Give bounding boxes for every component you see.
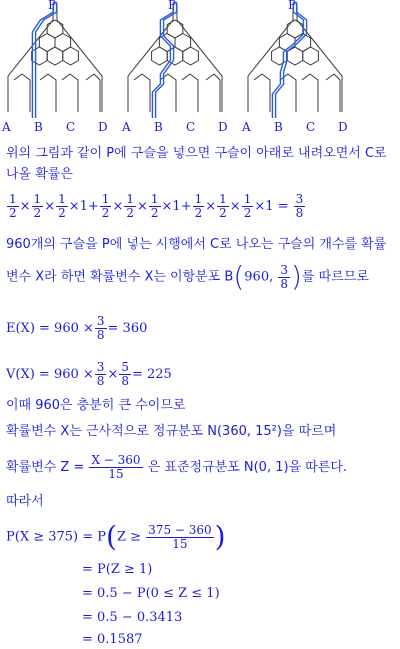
fraction: $\frac{1}{2}$ — [33, 192, 42, 220]
therefore-line: 따라서 — [6, 494, 44, 509]
hex-peg — [32, 47, 48, 65]
fig1-label-c: C — [66, 120, 76, 134]
variance-line: V(X) = 960 × $\frac{3}{8}$ × $\frac{5}{8}$ = 225 — [6, 360, 172, 388]
hex-peg — [152, 47, 168, 65]
fraction: $\frac{3}{8}$ — [96, 360, 105, 388]
hex-peg — [63, 47, 79, 65]
probability-sum: $\frac{1}{2}$ × $\frac{1}{2}$ × $\frac{1}{2}$ ×1+ $\frac{1}{2}$ × $\frac{1}{2}$ × $\frac{1}{2}$ ×1+ $\frac{1}{2}$ × $\frac{1}{2}$ × $\frac{1}{2}$ ×1 = $\frac{3}{8}$ — [9, 192, 304, 220]
board-figure-2 — [120, 0, 240, 122]
step-4: = 0.1587 — [82, 632, 143, 647]
ball-route — [272, 2, 303, 118]
fraction: $\frac{1}{2}$ — [9, 192, 17, 220]
large-n-line: 이때 960은 충분히 큰 수이므로 — [6, 398, 186, 413]
result-fraction: $\frac{3}{8}$ — [295, 192, 304, 220]
binomial-line-1: 960개의 구슬을 P에 넣는 시행에서 C로 나오는 구슬의 개수를 확률 — [6, 237, 387, 252]
intro-line-2: 나올 확률은 — [6, 167, 73, 182]
fig2-label-b: B — [154, 120, 163, 134]
fig3-label-b: B — [274, 120, 283, 134]
hex-peg — [303, 47, 319, 65]
fraction: $\frac{1}{2}$ — [101, 192, 110, 220]
fig2-top-label: P — [168, 0, 177, 12]
fraction: $\frac{1}{2}$ — [58, 192, 66, 220]
probability-line: P(X ≥ 375) = P(Z ≥ $\frac{375 - 360}{15}$ ) — [6, 520, 226, 553]
fig2-label-c: C — [186, 120, 196, 134]
step-3: = 0.5 − 0.3413 — [82, 610, 183, 625]
step-1: = P(Z ≥ 1) — [82, 562, 153, 577]
hex-peg — [183, 47, 199, 65]
board-diagram-3 — [240, 0, 360, 122]
normal-approx-line: 확률변수 X는 근사적으로 정규분포 N(360, 15²)을 따르며 — [6, 424, 337, 439]
fig1-label-d: D — [98, 120, 108, 134]
standardize-line: 확률변수 Z = $\frac{X - 360}{15}$ 은 표준정규분포 N(0, 1)을 따른다. — [6, 453, 348, 481]
z-fraction: $\frac{X - 360}{15}$ — [91, 453, 141, 481]
step-2: = 0.5 − P(0 ≤ Z ≤ 1) — [82, 586, 220, 601]
intro-line-1: 위의 그림과 같이 P에 구슬을 넣으면 구슬이 아래로 내려오면서 C로 — [6, 146, 387, 161]
fraction: $\frac{375 - 360}{15}$ — [148, 522, 212, 551]
fig3-label-a: A — [242, 120, 251, 134]
fig3-label-d: D — [338, 120, 348, 134]
fraction: $\frac{1}{2}$ — [194, 192, 203, 220]
fraction: $\frac{1}{2}$ — [243, 192, 252, 220]
board-figure-1 — [0, 0, 120, 122]
hex-peg — [272, 47, 288, 65]
binomial-p-fraction: $\frac{3}{8}$ — [280, 262, 289, 291]
binomial-line-2: 변수 X라 하면 확률변수 X는 이항분포 B(960, $\frac{3}{8}$ )를 따르므로 — [6, 260, 369, 293]
hex-peg — [47, 47, 63, 65]
fraction: $\frac{3}{8}$ — [96, 314, 105, 342]
fraction: $\frac{1}{2}$ — [150, 192, 159, 220]
expectation-line: E(X) = 960 × $\frac{3}{8}$ = 360 — [6, 314, 148, 342]
fig1-top-label: P — [48, 0, 57, 12]
fig2-label-d: D — [218, 120, 228, 134]
fig3-label-c: C — [306, 120, 316, 134]
fig1-label-b: B — [34, 120, 43, 134]
fig3-top-label: P — [288, 0, 297, 12]
board-figure-3 — [240, 0, 360, 122]
fig2-label-a: A — [122, 120, 131, 134]
fig1-label-a: A — [2, 120, 11, 134]
fraction: $\frac{5}{8}$ — [121, 360, 129, 388]
fraction: $\frac{1}{2}$ — [126, 192, 134, 220]
board-diagram-2 — [120, 0, 240, 122]
board-diagram-1 — [0, 0, 120, 122]
fraction: $\frac{1}{2}$ — [219, 192, 227, 220]
